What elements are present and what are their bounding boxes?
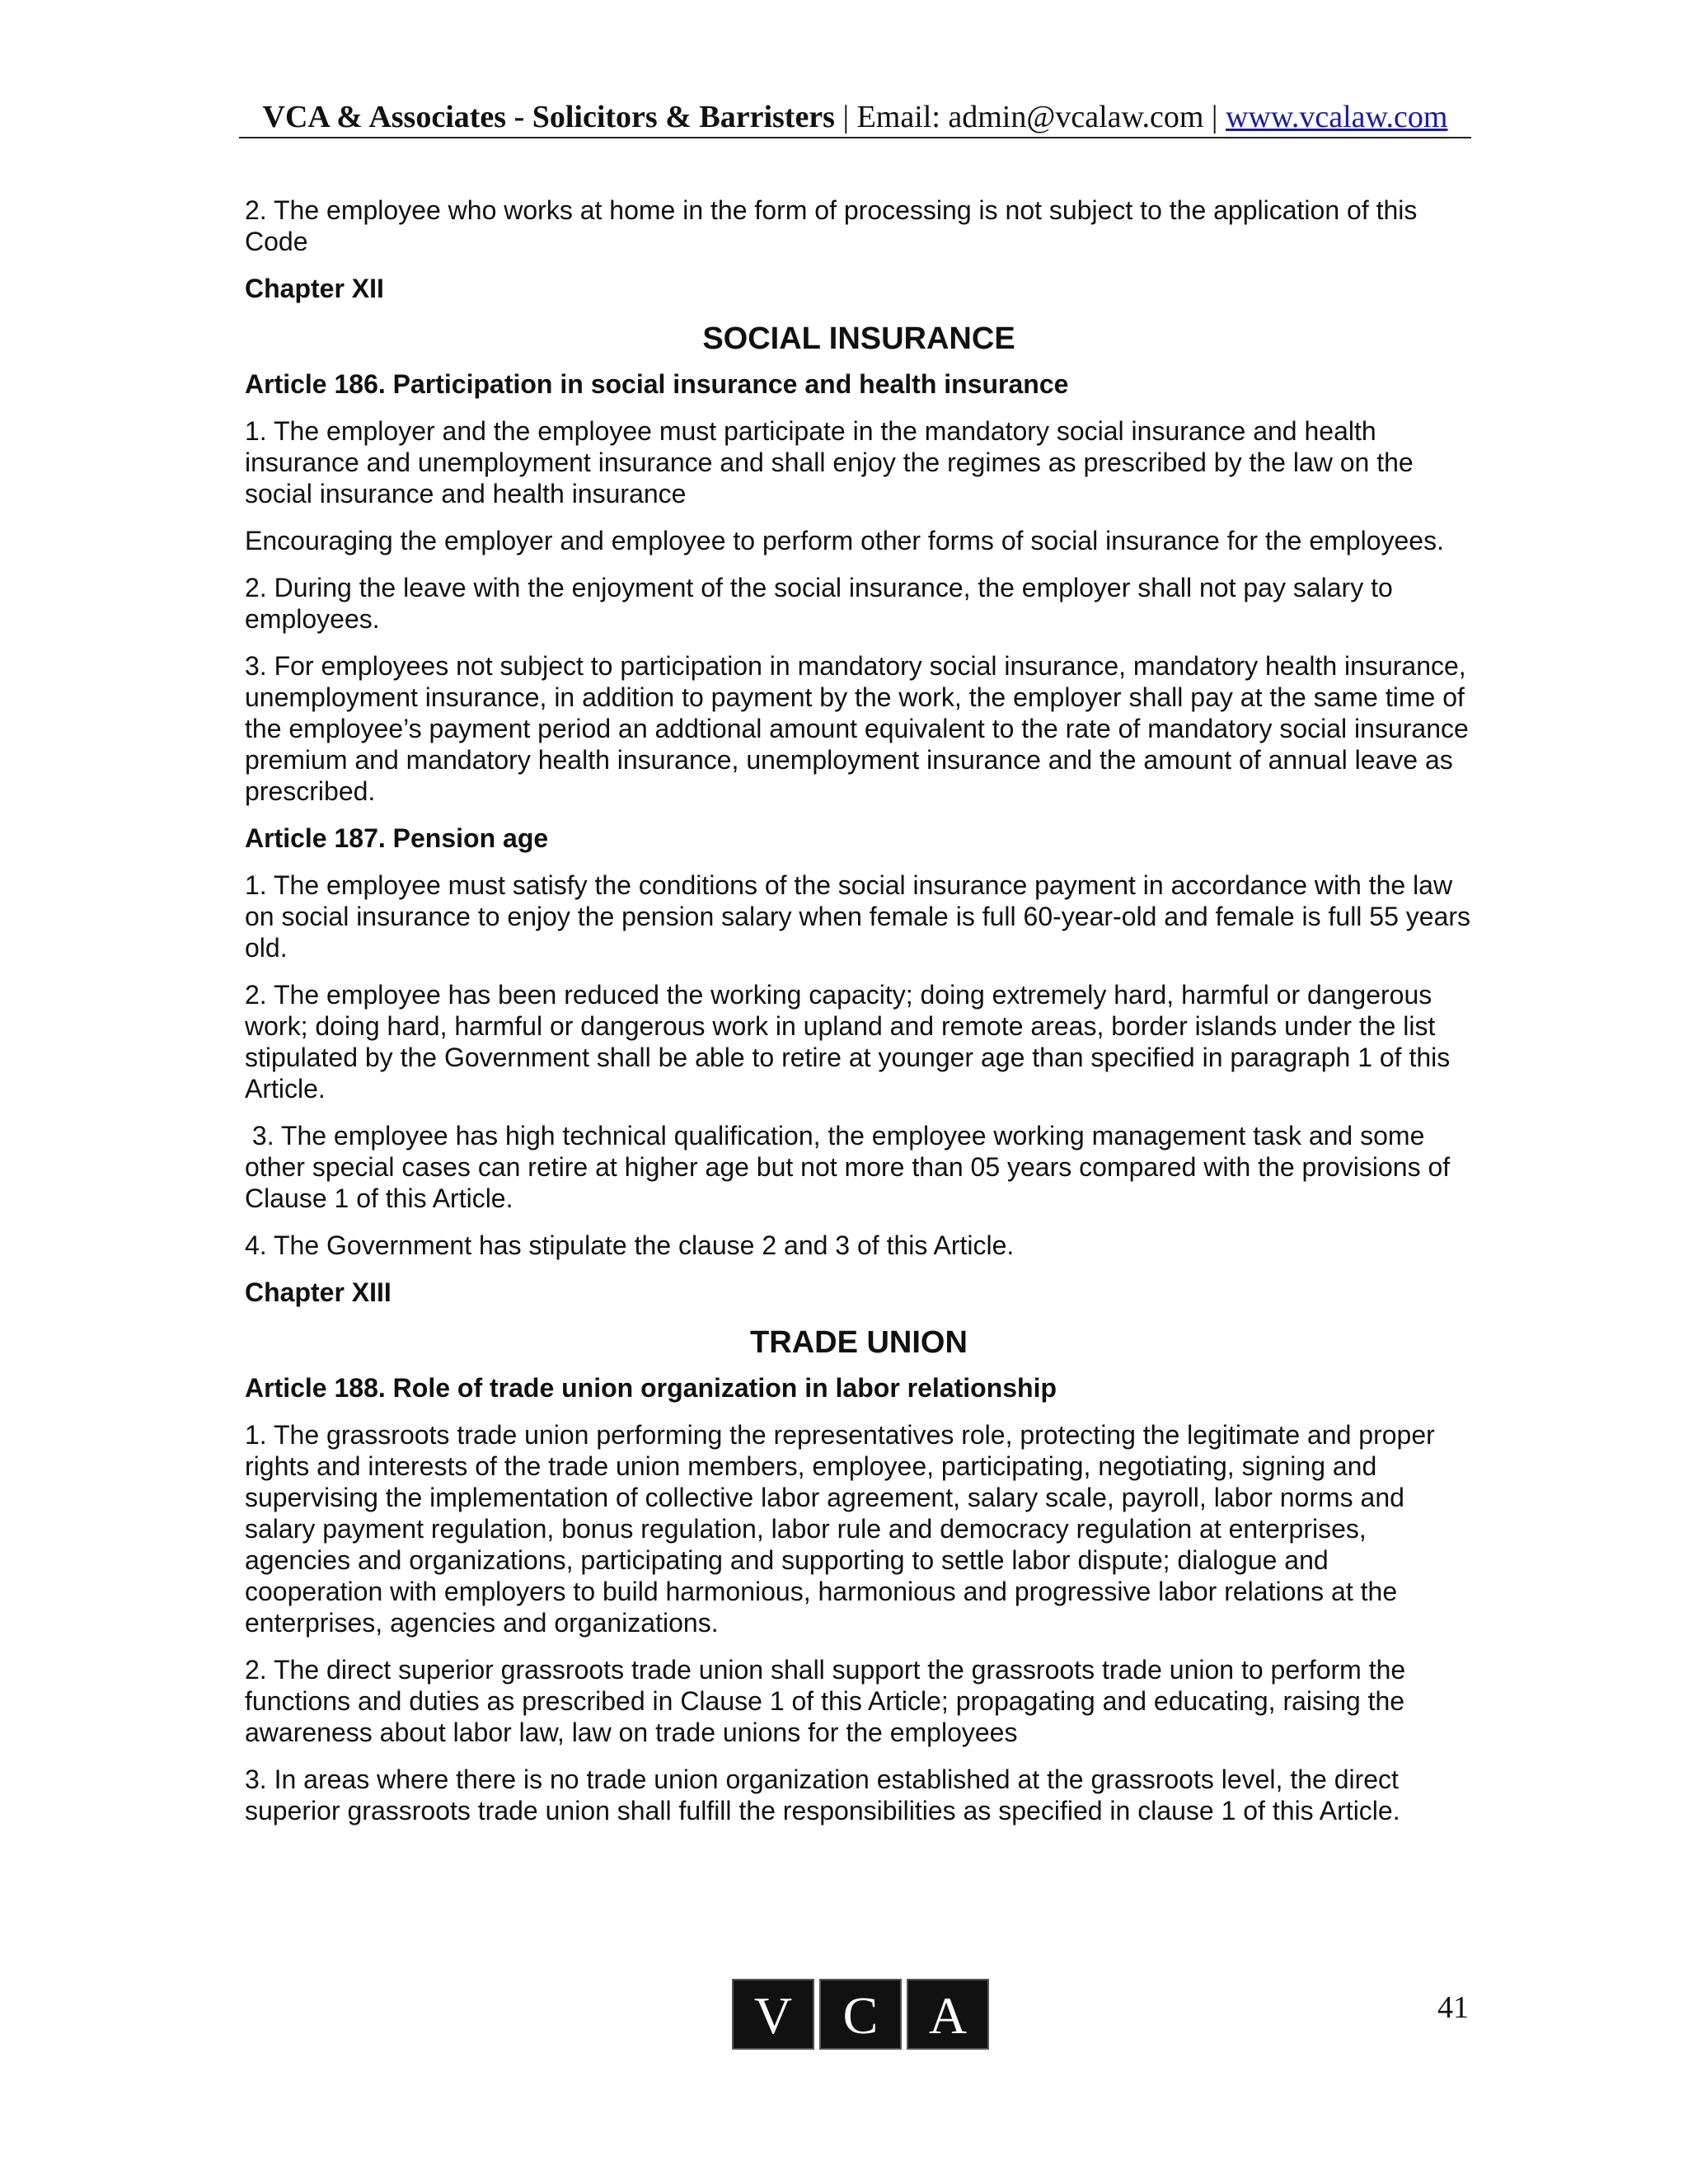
vca-logo <box>732 1979 989 2050</box>
header-email: Email: admin@vcalaw.com <box>856 100 1204 134</box>
paragraph: 3. For employees not subject to participation in mandatory social insurance, mandatory health insurance, unemployment insurance, in addition to payment by the work, the employer shall pay at the same time of the employee’s payment period an addtional amount equivalent to the rate of mandatory social insurance premium and mandatory health insurance, unemployment insurance and the amount of annual leave as prescribed. <box>245 651 1469 806</box>
paragraph: Encouraging the employer and employee to perform other forms of social insurance for the employees. <box>245 526 1444 555</box>
paragraph: 3. In areas where there is no trade union organization established at the grassroots level, the direct superior grassroots trade union shall fulfill the responsibilities as specified in clause 1 of this Article. <box>245 1765 1400 1825</box>
paragraph: 3. The employee has high technical qualification, the employee working management task and some other special cases can retire at higher age but not more than 05 years compared with the provisions of Clause 1 of this Article. <box>245 1121 1458 1213</box>
chapter-heading: Chapter XII <box>245 274 384 303</box>
paragraph: 2. The direct superior grassroots trade union shall support the grassroots trade union to perform the functions and duties as prescribed in Clause 1 of this Article; propagating and educating, raising the awareness about labor law, law on trade unions for the employees <box>245 1655 1406 1747</box>
paragraph: 2. The employee who works at home in the form of processing is not subject to the application of this Code <box>245 195 1418 256</box>
header-separator: | <box>1203 100 1226 134</box>
chapter-heading: Chapter XIII <box>245 1277 392 1307</box>
section-title: SOCIAL INSURANCE <box>702 321 1015 356</box>
paragraph: 4. The Government has stipulate the clause 2 and 3 of this Article. <box>245 1230 1015 1260</box>
paragraph: 1. The employer and the employee must participate in the mandatory social insurance and health insurance and unemployment insurance and shall enjoy the regimes as prescribed by the law on the social insurance and health insurance <box>245 416 1414 509</box>
logo-letter: C <box>819 1979 902 2050</box>
article-heading: Article 186. Participation in social insurance and health insurance <box>245 369 1069 399</box>
firm-name: VCA & Associates - Solicitors & Barristers <box>262 100 835 134</box>
paragraph: 2. The employee has been reduced the working capacity; doing extremely hard, harmful or dangerous work; doing hard, harmful or dangerous work in upland and remote areas, border islands under the list stipulated by the Government shall be able to retire at younger age than specified in paragraph 1 of this Article. <box>245 980 1451 1104</box>
website-link[interactable]: www.vcalaw.com <box>1226 100 1448 134</box>
header-separator: | <box>834 100 857 134</box>
paragraph: 1. The grassroots trade union performing the representatives role, protecting the legitimate and proper rights and interests of the trade union members, employee, participating, negotiating, signing and supervising the implementation of collective labor agreement, salary scale, payroll, labor norms and salary payment regulation, bonus regulation, labor rule and democracy regulation at enterprises, agencies and organizations, participating and supporting to settle labor dispute; dialogue and cooperation with employers to build harmonious, harmonious and progressive labor relations at the enterprises, agencies and organizations. <box>245 1420 1435 1638</box>
page-number: 41 <box>1437 1990 1469 2025</box>
logo-letter: V <box>732 1979 814 2050</box>
section-title: TRADE UNION <box>750 1325 968 1360</box>
paragraph: 2. During the leave with the enjoyment of the social insurance, the employer shall not pay salary to employees. <box>245 573 1393 634</box>
logo-letter: A <box>907 1979 989 2050</box>
page-header <box>239 97 1471 138</box>
article-heading: Article 187. Pension age <box>245 823 549 853</box>
document-body <box>245 194 1473 1842</box>
paragraph: 1. The employee must satisfy the conditions of the social insurance payment in accordance with the law on social insurance to enjoy the pension salary when female is full 60-year-old and female is full 55 years old. <box>245 870 1471 963</box>
article-heading: Article 188. Role of trade union organization in labor relationship <box>245 1373 1057 1403</box>
